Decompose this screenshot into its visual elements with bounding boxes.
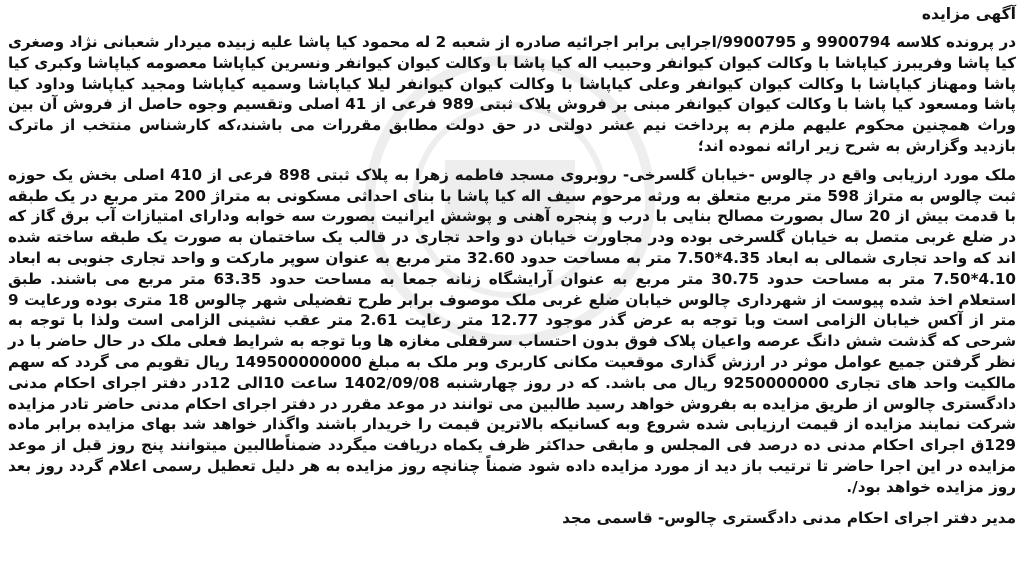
notice-signature: مدیر دفتر اجرای احکام مدنی دادگستری چالوس- قاسمی مجد bbox=[562, 508, 1016, 527]
auction-notice bbox=[8, 4, 1016, 558]
notice-paragraph-case: در پرونده کلاسه 9900794 و 9900795/اجرایی برابر اجرائیه صادره از شعبه 2 له محمود کیا پاشا علیه زبیده میردار شعبانی نژاد وصغری کیا پاشا وفریبرز کیاپاشا با وکالت کیوان کیوانفر وحبیب اله کیا پاشا با وکالت کیوان کیوانفر ونسرین کیاپاشا معصومه کیاپاشا وکبری کیا پاشا ومهناز کیاپاشا با وکالت کیوان کیوانفر وعلی کیاپاشا با وکالت کیوان کیوانفر لیلا کیاپاشا وسمیه کیاپاشا ومجید کیاپاشا وداود کیا پاشا ومسعود کیا پاشا با وکالت کیوان کیوانفر مبنی بر فروش پلاک ثبتی 989 فرعی از 41 اصلی وتقسیم وجوه حاصل از فروش آن بین وراث همچنین محکوم علیهم ملزم به پرداخت نیم عشر دولتی در حق دولت مطابق مقررات می باشند،که کارشناس منتخب از ماترک بازدید وگزارش به شرح زیر ارائه نموده اند؛ bbox=[8, 33, 1016, 155]
notice-paragraph-property: ملک مورد ارزیابی واقع در چالوس -خیابان گلسرخی- روبروی مسجد فاطمه زهرا به پلاک ثبتی 898 فرعی از 410 اصلی بخش یک حوزه ثبت چالوس به متراژ 598 متر مربع متعلق به ورثه مرحوم سیف اله کیا پاشا با بنای احداثی مسکونی به متراژ 200 متر مربع در یک طبقه با قدمت بیش از 20 سال بصورت مصالح بنایی با درب و پنجره آهنی و پوشش ایرانیت بصورت سه خوابه ودارای امتیازات آب برق گاز که در ضلع غربی متصل به خیابان گلسرخی بوده ودر مجاورت خیابان دو واحد تجاری در قالب یک ساختمان به صورت یک طبقه ساخته شده اند که واحد تجاری شمالی به ابعاد 4.35*7.50 متر به مساحت حدود 32.60 متر مربع به عنوان سوپر مارکت و واحد تجاری جنوبی به ابعاد 4.10*7.50 متر به مساحت حدود 30.75 متر مربع به عنوان آرایشگاه زنانه جمعا به مساحت حدود 63.35 متر مربع می باشند. طبق استعلام اخذ شده پیوست از شهرداری چالوس خیابان ضلع غربی ملک موصوف برابر طرح تفضیلی شهر چالوس 18 متری بوده ورعایت 9 متر از آکس خیابان الزامی است وبا توجه به عرض گذر موجود 12.77 متر رعایت 2.61 متر عقب نشینی الزامی است ولذا با توجه به شرحی که گذشت شش دانگ عرصه واعیان پلاک فوق بدون احتساب سرقفلی مغازه ها وبا توجه به شرایط فعلی ملک در حال حاضر با در نظر گرفتن جمیع عوامل موثر در ارزش گذاری موقعیت مکانی کاربری وبر ملک به مبلغ 149500000000 ریال تقویم می گردد که سهم مالکیت واحد های تجاری 9250000000 ریال می باشد. که در روز چهارشنبه 1402/09/08 ساعت 10الی 12در دفتر اجرای احکام مدنی دادگستری چالوس از طریق مزایده به بفروش خواهد رسید طالبین می توانند در موعد مقرر در دفتر اجرای احکام مدنی حاضر تادر مزایده شرکت نمایند مزایده از قیمت ارزیابی شده شروع وبه کسانیکه بالاترین قیمت را خریدار باشند واگذار خواهد شد بهای مزایده برابر ماده 129ق اجرای احکام مدنی ده درصد فی المجلس و مابقی حداکثر ظرف یکماه دریافت میگردد ضمناًطالبین میتوانند پنج روز قبل از موعد مزایده در این اجرا حاضر تا ترتیب باز دید از مورد مزایده داده شود ضمناً چنانچه روز مزایده به هر دلیل تعطیل رسمی اعلام گردد روز بعد روز مزایده خواهد بود/. bbox=[8, 165, 1017, 496]
notice-title: آگهی مزایده bbox=[921, 5, 1016, 23]
